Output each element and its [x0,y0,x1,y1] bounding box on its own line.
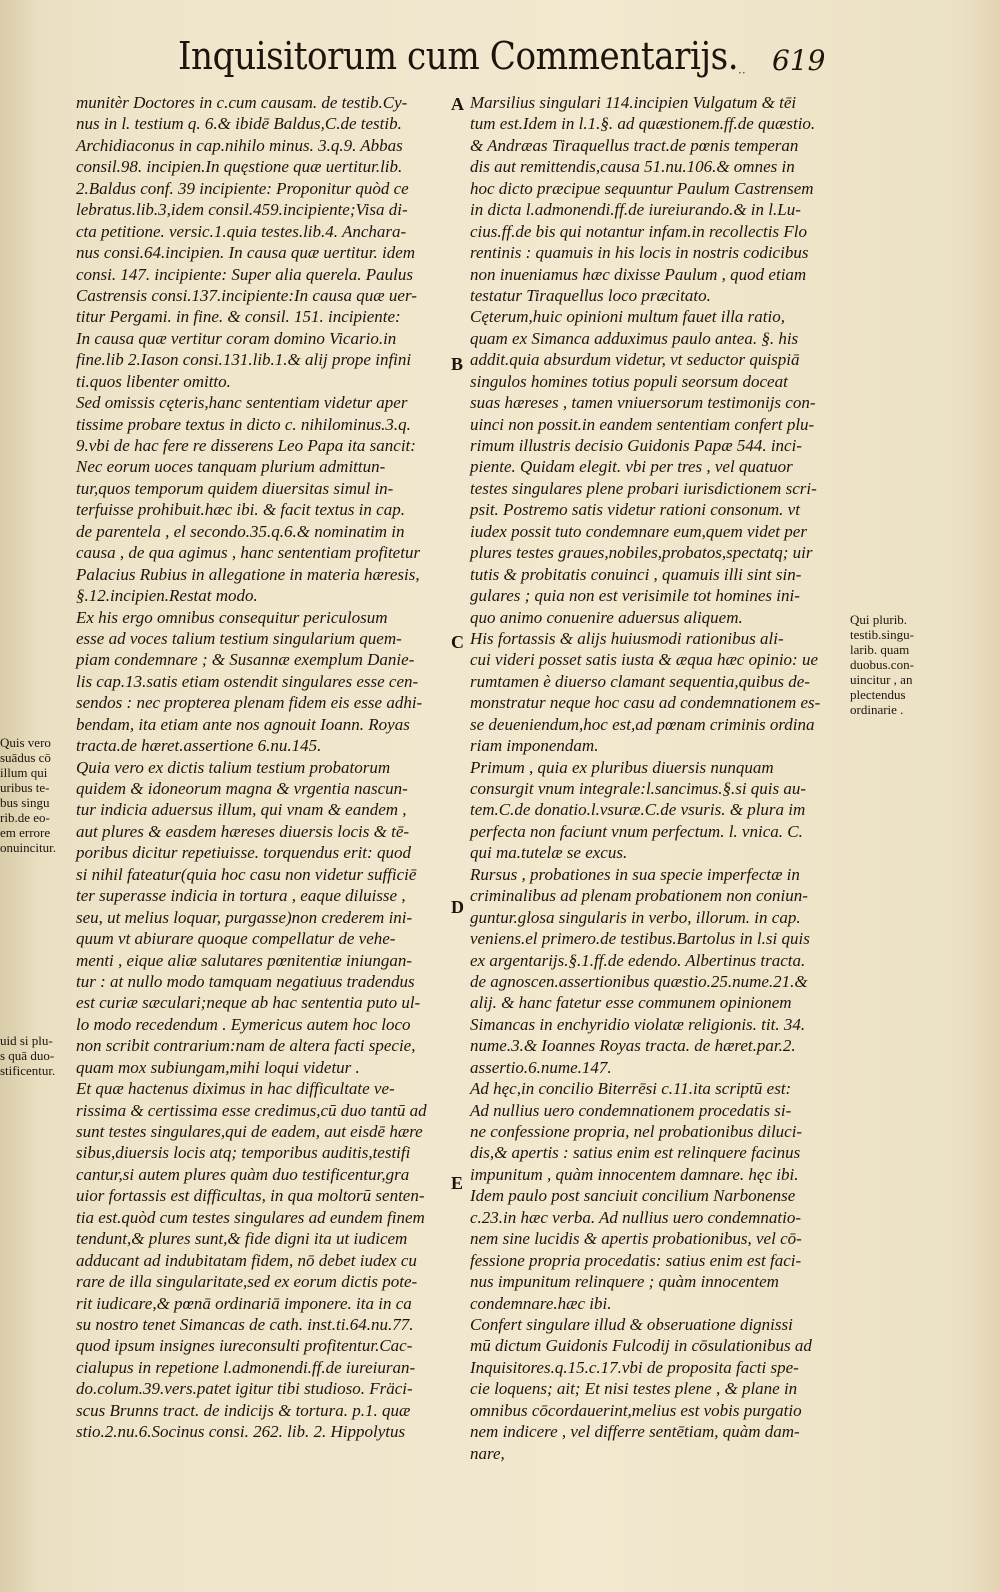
text-line: tum est.Idem in l.1.§. ad quæstionem.ff.de quæstio. [470,114,816,134]
text-line: fessione propria procedatis: satius enim est faci- [470,1250,802,1270]
section-letter-a: A [451,94,464,114]
text-line: quam mox subiungam,mihi loqui videtur . [76,1057,360,1077]
text-line: tur,quos temporum quidem diuersitas simul in- [76,478,394,498]
section-letter-c: C [451,632,464,652]
margin-note-line: uribus te- [0,780,50,795]
margin-note-line: ordinarie . [850,702,904,717]
text-line: consi. 147. incipiente: Super alia querela. Paulus [76,264,413,284]
text-line: nem indicere , vel differre sentētiam, quàm dam- [470,1422,800,1442]
text-line: rissima & certissima esse credimus,cū duo tantū ad [76,1100,427,1120]
text-line: lo modo recedendum . Eymericus autem hoc loco [76,1014,411,1034]
text-line: omnibus cōcordauerint,melius est vobis purgatio [470,1400,802,1420]
text-line: Marsilius singulari 114.incipien Vulgatum & tēi [470,93,797,112]
margin-note-line: duobus.con- [850,657,914,672]
text-line: rentinis : quamuis in his locis in nostris codicibus [470,243,809,263]
left-column [76,92,444,1443]
text-line: quod ipsum insignes iureconsulti profitentur.Cac- [76,1336,413,1356]
text-line: su nostro tenet Simancas de cath. inst.ti.64.nu.77. [76,1314,414,1334]
text-line: In causa quæ vertitur coram domino Vicario.in [76,328,397,348]
text-line: nare, [470,1443,505,1463]
section-letter-b: B [451,354,464,374]
text-line: nus consi.64.incipien. In causa quæ uertitur. idem [76,243,416,263]
text-line: quam ex Simanca adduximus paulo antea. §. his [470,328,799,348]
text-line: Nec eorum uoces tanquam plurium admittun- [76,457,386,477]
text-line: cius.ff.de bis qui notantur infam.in recollectis Flo [470,221,807,241]
text-line: & Andræas Tiraquellus tract.de pœnis temperan [470,135,799,155]
text-line: Et quæ hactenus diximus in hac difficultate ve- [76,1079,395,1099]
text-line: Inquisitores.q.15.c.17.vbi de proposita facti spe- [470,1357,799,1377]
text-line: quo animo conuenire aduersus aliquem. [470,607,743,627]
text-line: c.23.in hæc verba. Ad nullius uero condemnatio- [470,1207,801,1227]
text-line: quum vt abiurare quoque compellatur de vehe- [76,929,396,949]
text-line: Idem paulo post sanciuit concilium Narbonense [470,1186,796,1206]
text-line: non inueniamus hæc dixisse Paulum , quod etiam [470,264,807,284]
text-line: mū dictum Guidonis Fulcodij in cōsulationibus ad [470,1336,812,1356]
text-line: Simancas in enchyridio violatæ religionis. tit. 34. [470,1014,806,1034]
margin-note-line: rib.de eo- [0,810,50,825]
text-line: gulares ; quia non est verisimile tot homines ini- [470,586,800,606]
margin-note-line: suādus cō [0,750,51,765]
text-line: Archidiaconus in cap.nihilo minus. 3.q.9. Abbas [76,135,403,155]
text-line: cantur,si autem plures quàm duo testificentur,gra [76,1164,410,1184]
text-line: quidem & idoneorum magna & vrgentia nascun- [76,779,408,798]
text-line: consurgit vnum integrale:l.sancimus.§.si quis au- [470,779,807,798]
text-line: si nihil fateatur(quia hoc casu non videtur sufficiē [76,864,417,884]
text-line: addit.quia absurdum videtur, vt seductor quispiā [470,350,800,370]
text-line: Cęterum,huic opinioni multum fauet illa ratio, [470,307,785,327]
text-line: riam imponendam. [470,736,599,756]
text-line: do.colum.39.vers.patet igitur tibi studioso. Fräci- [76,1379,413,1399]
text-line: seu, ut melius loquar, purgasse)non crederem ini- [76,907,413,927]
section-letter-e: E [451,1173,464,1193]
margin-note-line: onuincitur. [0,840,56,855]
text-line: terfuisse prohibuit.hæc ibi. & facit textus in cap. [76,500,405,520]
text-line: ter superasse indicia in tortura , eaque diluisse , [76,886,406,906]
text-line: condemnare.hæc ibi. [470,1293,612,1313]
text-line: iudex possit tuto condemnare eum,quem videt per [470,521,807,541]
text-line: plures testes graues,nobiles,probatos,spectatq; uir [470,543,813,563]
text-line: adducant ad indubitatam fidem, nō debet iudex cu [76,1250,417,1270]
text-line: ne confessione propria, nel probationibus diluci- [470,1122,803,1141]
text-line: se deueniendum,hoc est,ad pœnam criminis ordina [470,714,815,734]
text-line: nume.3.& Ioannes Royas tracta. de hæret.par.2. [470,1036,796,1056]
text-line: in dicta l.admonendi.ff.de iureiurando.& in l.Lu- [470,200,801,220]
text-line: 2.Baldus conf. 39 incipiente: Proponitur quòd ce [76,178,409,198]
text-line: rimum illustris decisio Guidonis Papæ 544. inci- [470,436,802,455]
text-line: criminalibus ad plenam probationem non coniun- [470,886,808,906]
text-line: dis,& apertis : satius enim est relinquere facinus [470,1143,801,1163]
text-line: nem sine lucidis & apertis probationibus, vel cō- [470,1229,802,1249]
text-line: His fortassis & alijs huiusmodi rationibus ali- [470,628,784,648]
text-line: tem.C.de donatio.l.vsuræ.C.de vsuris. & plura im [470,800,806,820]
margin-note-line: stificentur. [0,1063,56,1078]
text-line: cialupus in repetione l.admonendi.ff.de iureiuran- [76,1357,416,1377]
text-line: est curiæ sæculari;neque ab hac sententia puto ul- [76,993,421,1013]
right-margin-note [850,612,914,717]
text-line: impunitum , quàm innocentem damnare. hęc ibi. [470,1164,799,1184]
margin-note-line: illum qui [0,765,48,780]
text-line: qui ma.tutelæ se excus. [470,843,628,863]
text-line: bendam, ita etiam ante nos agnouit Ioann. Royas [76,714,410,734]
text-line: alij. & hanc fatetur esse communem opinionem [470,993,792,1013]
text-line: ti.quos libenter omitto. [76,371,231,391]
text-line: Quia vero ex dictis talium testium probatorum [76,757,391,777]
text-line: guntur.glosa singularis in verbo, illorum. in cap. [470,907,801,927]
text-line: tracta.de hæret.assertione 6.nu.145. [76,736,322,756]
text-line: sendos : nec propterea plenam fidem eis esse adhi- [76,693,423,713]
text-line: lebratus.lib.3,idem consil.459.incipiente;Visa di- [76,200,408,220]
text-line: psit. Postremo satis videtur rationi consonum. vt [470,500,800,520]
margin-note-line: larib. quam [850,642,910,657]
running-header [160,30,880,100]
text-line: menti , eique aliæ salutares pœnitentiæ iniungan- [76,950,413,970]
text-line: Castrensis consi.137.incipiente:In causa quæ uer- [76,285,417,305]
text-line: Sed omissis cęteris,hanc sententiam videtur aper [76,393,408,413]
text-line: veniens.el primero.de testibus.Bartolus in l.si quis [470,929,810,949]
page-number: 619 [772,44,826,77]
text-line: nus in l. testium q. 6.& ibidē Baldus,C.de testib. [76,114,402,134]
text-line: Primum , quia ex pluribus diuersis nunquam [470,757,774,777]
text-line: uinci non possit.in eandem sententiam confert plu- [470,414,815,434]
text-line: rit iudicare,& pœnā ordinariā imponere. ita in ca [76,1293,412,1313]
text-line: §.12.incipien.Restat modo. [76,586,258,606]
text-line: tissime probare textus in dicto c. nihilominus.3.q. [76,414,411,434]
text-line: cta petitione. versic.1.quia testes.lib.4. Anchara- [76,221,407,241]
text-line: dis aut remittendis,causa 51.nu.106.& omnes in [470,157,795,177]
text-line: Ad hęc,in concilio Biterrēsi c.11.ita scriptū est: [470,1079,792,1099]
text-line: Confert singulare illud & obseruatione dignissi [470,1314,793,1334]
text-line: sibus,diuersis locis atq; temporibus auditis,testifi [76,1143,411,1163]
text-line: testatur Tiraquellus loco præcitato. [470,285,711,305]
text-line: singulos homines totius populi seorsum doceat [470,371,788,391]
margin-note-line: Quis vero [0,735,51,750]
text-line: rare de illa singularitate,sed ex eorum dictis pote- [76,1272,418,1292]
left-margin-note-2 [0,1033,55,1078]
text-line: 9.vbi de hac fere re disserens Leo Papa ita sancit: [76,436,416,455]
text-line: hoc dicto præcipue sequuntur Paulum Castrensem [470,178,814,198]
text-line: titur Pergami. in fine. & consil. 151. incipiente: [76,307,401,327]
text-line: piente. Quidam elegit. vbi per tres , vel quatuor [470,457,793,477]
text-line: monstratur neque hoc casu ad condemnationem es- [470,693,821,713]
margin-note-line: testib.singu- [850,627,914,642]
text-line: ex argentarijs.§.1.ff.de edendo. Albertinus tracta. [470,950,806,970]
right-column [470,92,842,1464]
text-line: uior fortassis est difficultas, in qua moltorū senten- [76,1186,425,1206]
text-line: nus impunitum relinquere ; quàm innocentem [470,1272,779,1292]
text-line: tendunt,& plures sunt,& fide digni ita ut iudicem [76,1229,408,1249]
text-line: stio.2.nu.6.Socinus consi. 262. lib. 2. Hippolytus [76,1422,406,1442]
text-line: consil.98. incipien.In quęstione quæ uertitur.lib. [76,157,403,177]
text-line: testes singulares plene probari iurisdictionem scri- [470,478,817,498]
text-line: aut plures & easdem hæreses diuersis locis & tē- [76,821,410,841]
running-title: Inquisitorum cum Commentarijs. [178,34,739,78]
text-line: piam condemnare ; & Susannæ exemplum Danie- [76,650,415,670]
margin-note-line: s quā duo- [0,1048,55,1063]
margin-note-line: Qui plurib. [850,612,908,627]
text-line: tutis & probitatis conuinci , quamuis illi sint sin- [470,564,802,584]
text-line: Rursus , probationes in sua specie imperfectæ in [470,864,800,884]
text-line: Ex his ergo omnibus consequitur periculosum [76,607,388,627]
text-line: de parentela , el secondo.35.q.6.& nominatim in [76,521,405,541]
text-line: sunt testes singulares,qui de eadem, aut eisdē hære [76,1122,423,1141]
text-line: munitèr Doctores in c.cum causam. de testib.Cy- [76,93,408,112]
text-line: scus Brunns tract. de indicijs & tortura. p.1. quæ [76,1400,411,1420]
text-line: de agnoscen.assertionibus quæstio.25.nume.21.& [470,971,808,991]
left-margin-note-1 [0,735,56,855]
text-line: Palacius Rubius in allegatione in materia hæresis, [76,564,420,584]
text-line: non scribit contrarium:nam de altera facti specie, [76,1036,416,1056]
text-line: assertio.6.nume.147. [470,1057,612,1077]
margin-note-line: uincitur , an [850,672,913,687]
margin-note-line: uid si plu- [0,1033,53,1048]
header-mark: ·· [738,66,746,80]
text-line: Ad nullius uero condemnationem procedatis si- [470,1100,792,1120]
text-line: tia est.quòd cum testes singulares ad eundem finem [76,1207,425,1227]
text-line: lis cap.13.satis etiam ostendit singulares esse cen- [76,671,419,691]
text-line: cui videri posset satis iusta & æqua hæc opinio: ue [470,650,819,670]
text-line: poribus dicitur repetiuisse. torquendus erit: quod [76,843,411,863]
margin-note-line: em errore [0,825,51,840]
text-line: cie loquens; ait; Et nisi testes plene , & plane in [470,1379,798,1399]
text-line: suas hæreses , tamen vniuersorum testimonijs con- [470,393,816,413]
text-line: fine.lib 2.Iason consi.131.lib.1.& alij prope infini [76,350,412,370]
text-line: esse ad voces talium testium singularium quem- [76,628,402,648]
text-line: tur indicia aduersus illum, qui vnam & eandem , [76,800,407,820]
text-line: tur : at nullo modo tamquam negatiuus tradendus [76,971,415,991]
margin-note-line: bus singu [0,795,50,810]
text-line: perfecta non faciunt vnum perfectum. l. vnica. C. [470,821,803,841]
text-line: rumtamen è diuerso clamant sequentia,quibus de- [470,671,810,691]
text-line: causa , de qua agimus , hanc sententiam profitetur [76,543,421,563]
section-letter-d: D [451,897,464,917]
margin-note-line: plectendus [850,687,906,702]
